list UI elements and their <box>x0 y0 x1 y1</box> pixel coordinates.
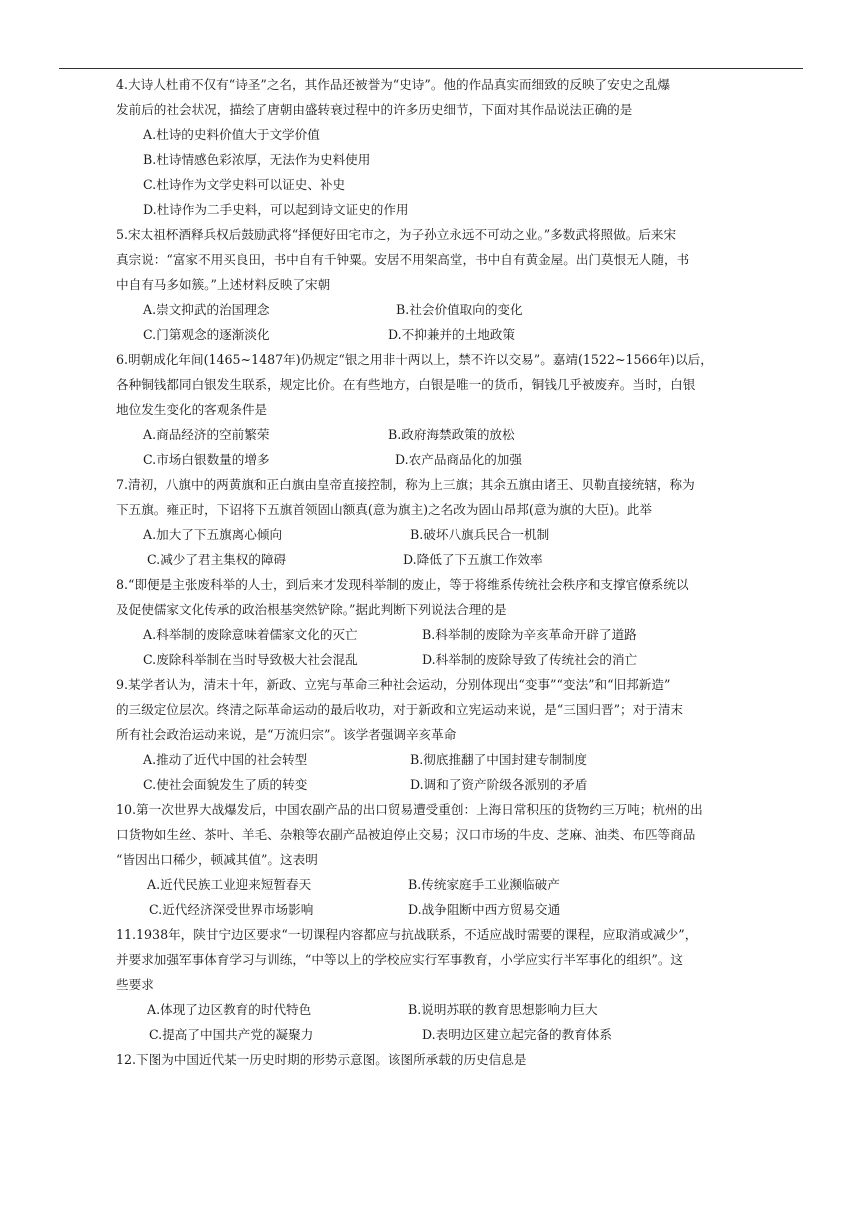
q11-option-c: C.提高了中国共产党的凝聚力 <box>149 1027 314 1042</box>
q5-option-a: A.崇文抑武的治国理念 <box>143 302 270 317</box>
q9-stem-line-3: 所有社会政治运动来说，是“万流归宗”。该学者强调辛亥革命 <box>116 727 457 742</box>
q6-stem-line-2: 各种铜钱都同白银发生联系，规定比价。在有些地方，白银是唯一的货币，铜钱几乎被废弃。当时，白银 <box>116 377 696 392</box>
q11-option-b: B.说明苏联的教育思想影响力巨大 <box>408 1002 598 1017</box>
q8-option-b: B.科举制的废除为辛亥革命开辟了道路 <box>422 627 637 642</box>
q11-option-d: D.表明边区建立起完备的教育体系 <box>422 1027 612 1042</box>
q11-stem-line-3: 些要求 <box>116 977 154 992</box>
q6-stem-line-1: 6.明朝成化年间(1465~1487年)仍规定“银之用非十两以上，禁不许以交易”。嘉靖(1522~1566年)以后， <box>116 352 713 367</box>
q4-option-b: B.杜诗情感色彩浓厚，无法作为史料使用 <box>143 152 371 167</box>
q6-option-a: A.商品经济的空前繁荣 <box>143 427 270 442</box>
q9-option-a: A.推动了近代中国的社会转型 <box>143 752 308 767</box>
q7-option-a: A.加大了下五旗离心倾向 <box>143 527 283 542</box>
q11-stem-line-1: 11.1938年，陕甘宁边区要求“一切课程内容都应与抗战联系，不适应战时需要的课程，应取消或减少”， <box>116 927 698 942</box>
q8-option-a: A.科举制的废除意味着儒家文化的灭亡 <box>143 627 358 642</box>
q7-option-b: B.破坏八旗兵民合一机制 <box>410 527 550 542</box>
q9-option-d: D.调和了资产阶级各派别的矛盾 <box>410 777 588 792</box>
q4-option-d: D.杜诗作为二手史料，可以起到诗文证史的作用 <box>143 202 409 217</box>
q4-stem-line-1: 4.大诗人杜甫不仅有“诗圣”之名，其作品还被誉为“史诗”。他的作品真实而细致的反映了安史之乱爆 <box>116 77 671 92</box>
q10-option-b: B.传统家庭手工业濒临破产 <box>408 877 560 892</box>
q8-stem-line-2: 及促使儒家文化传承的政治根基突然铲除。”据此判断下列说法合理的是 <box>116 602 507 617</box>
q12-stem-line-1: 12.下图为中国近代某一历史时期的形势示意图。该图所承载的历史信息是 <box>116 1052 527 1067</box>
q10-option-a: A.近代民族工业迎来短暂春天 <box>147 877 312 892</box>
q10-stem-line-2: 口货物如生丝、茶叶、羊毛、杂粮等农副产品被迫停止交易；汉口市场的牛皮、芝麻、油类、布匹等商品 <box>116 827 696 842</box>
q7-option-c: C.减少了君主集权的障碍 <box>147 552 287 567</box>
q6-option-b: B.政府海禁政策的放松 <box>388 427 515 442</box>
q9-stem-line-1: 9.某学者认为，清末十年，新政、立宪与革命三种社会运动，分别体现出“变事”“变法”和“旧邦新造” <box>116 677 671 692</box>
q10-stem-line-3: “皆因出口稀少，顿减其值”。这表明 <box>116 852 318 867</box>
q4-option-a: A.杜诗的史料价值大于文学价值 <box>143 127 320 142</box>
q6-option-d: D.农产品商品化的加强 <box>395 452 522 467</box>
q10-option-c: C.近代经济深受世界市场影响 <box>149 902 314 917</box>
q6-option-c: C.市场白银数量的增多 <box>143 452 270 467</box>
q7-option-d: D.降低了下五旗工作效率 <box>403 552 543 567</box>
q10-option-d: D.战争阻断中西方贸易交通 <box>408 902 561 917</box>
q7-stem-line-1: 7.清初，八旗中的两黄旗和正白旗由皇帝直接控制，称为上三旗；其余五旗由诸王、贝勒直接统辖，称为 <box>116 477 695 492</box>
q4-option-c: C.杜诗作为文学史料可以证史、补史 <box>143 177 346 192</box>
header-rule <box>59 68 803 69</box>
q5-stem-line-2: 真宗说：“富家不用买良田，书中自有千钟粟。安居不用架高堂，书中自有黄金屋。出门莫恨无人随，书 <box>116 252 690 267</box>
q5-option-b: B.社会价值取向的变化 <box>396 302 523 317</box>
q4-stem-line-2: 发前后的社会状况，描绘了唐朝由盛转衰过程中的许多历史细节，下面对其作品说法正确的是 <box>116 102 633 117</box>
q9-stem-line-2: 的三级定位层次。终清之际革命运动的最后收功，对于新政和立宪运动来说，是“三国归晋”；对于清末 <box>116 702 684 717</box>
q11-stem-line-2: 并要求加强军事体育学习与训练，“中等以上的学校应实行军事教育，小学应实行半军事化的组织”。这 <box>116 952 684 967</box>
q5-option-c: C.门第观念的逐渐淡化 <box>143 327 270 342</box>
q9-option-b: B.彻底推翻了中国封建专制制度 <box>410 752 587 767</box>
q11-option-a: A.体现了边区教育的时代特色 <box>147 1002 312 1017</box>
q8-option-c: C.废除科举制在当时导致极大社会混乱 <box>143 652 358 667</box>
q8-option-d: D.科举制的废除导致了传统社会的消亡 <box>422 652 638 667</box>
q5-stem-line-3: 中自有马多如簇。”上述材料反映了宋朝 <box>116 277 331 292</box>
q6-stem-line-3: 地位发生变化的客观条件是 <box>116 402 268 417</box>
q7-stem-line-2: 下五旗。雍正时，下诏将下五旗首领固山额真(意为旗主)之名改为固山昂邦(意为旗的大臣)。此举 <box>116 502 652 517</box>
q5-option-d: D.不抑兼并的土地政策 <box>388 327 515 342</box>
q5-stem-line-1: 5.宋太祖杯酒释兵权后鼓励武将“择便好田宅市之，为子孙立永远不可动之业。”多数武将照做。后来宋 <box>116 227 677 242</box>
q9-option-c: C.使社会面貌发生了质的转变 <box>143 777 308 792</box>
q10-stem-line-1: 10.第一次世界大战爆发后，中国农副产品的出口贸易遭受重创：上海日常积压的货物约三万吨；杭州的出 <box>116 802 703 817</box>
q8-stem-line-1: 8.“即便是主张废科举的人士，到后来才发现科举制的废止，等于将维系传统社会秩序和支撑官僚系统以 <box>116 577 689 592</box>
